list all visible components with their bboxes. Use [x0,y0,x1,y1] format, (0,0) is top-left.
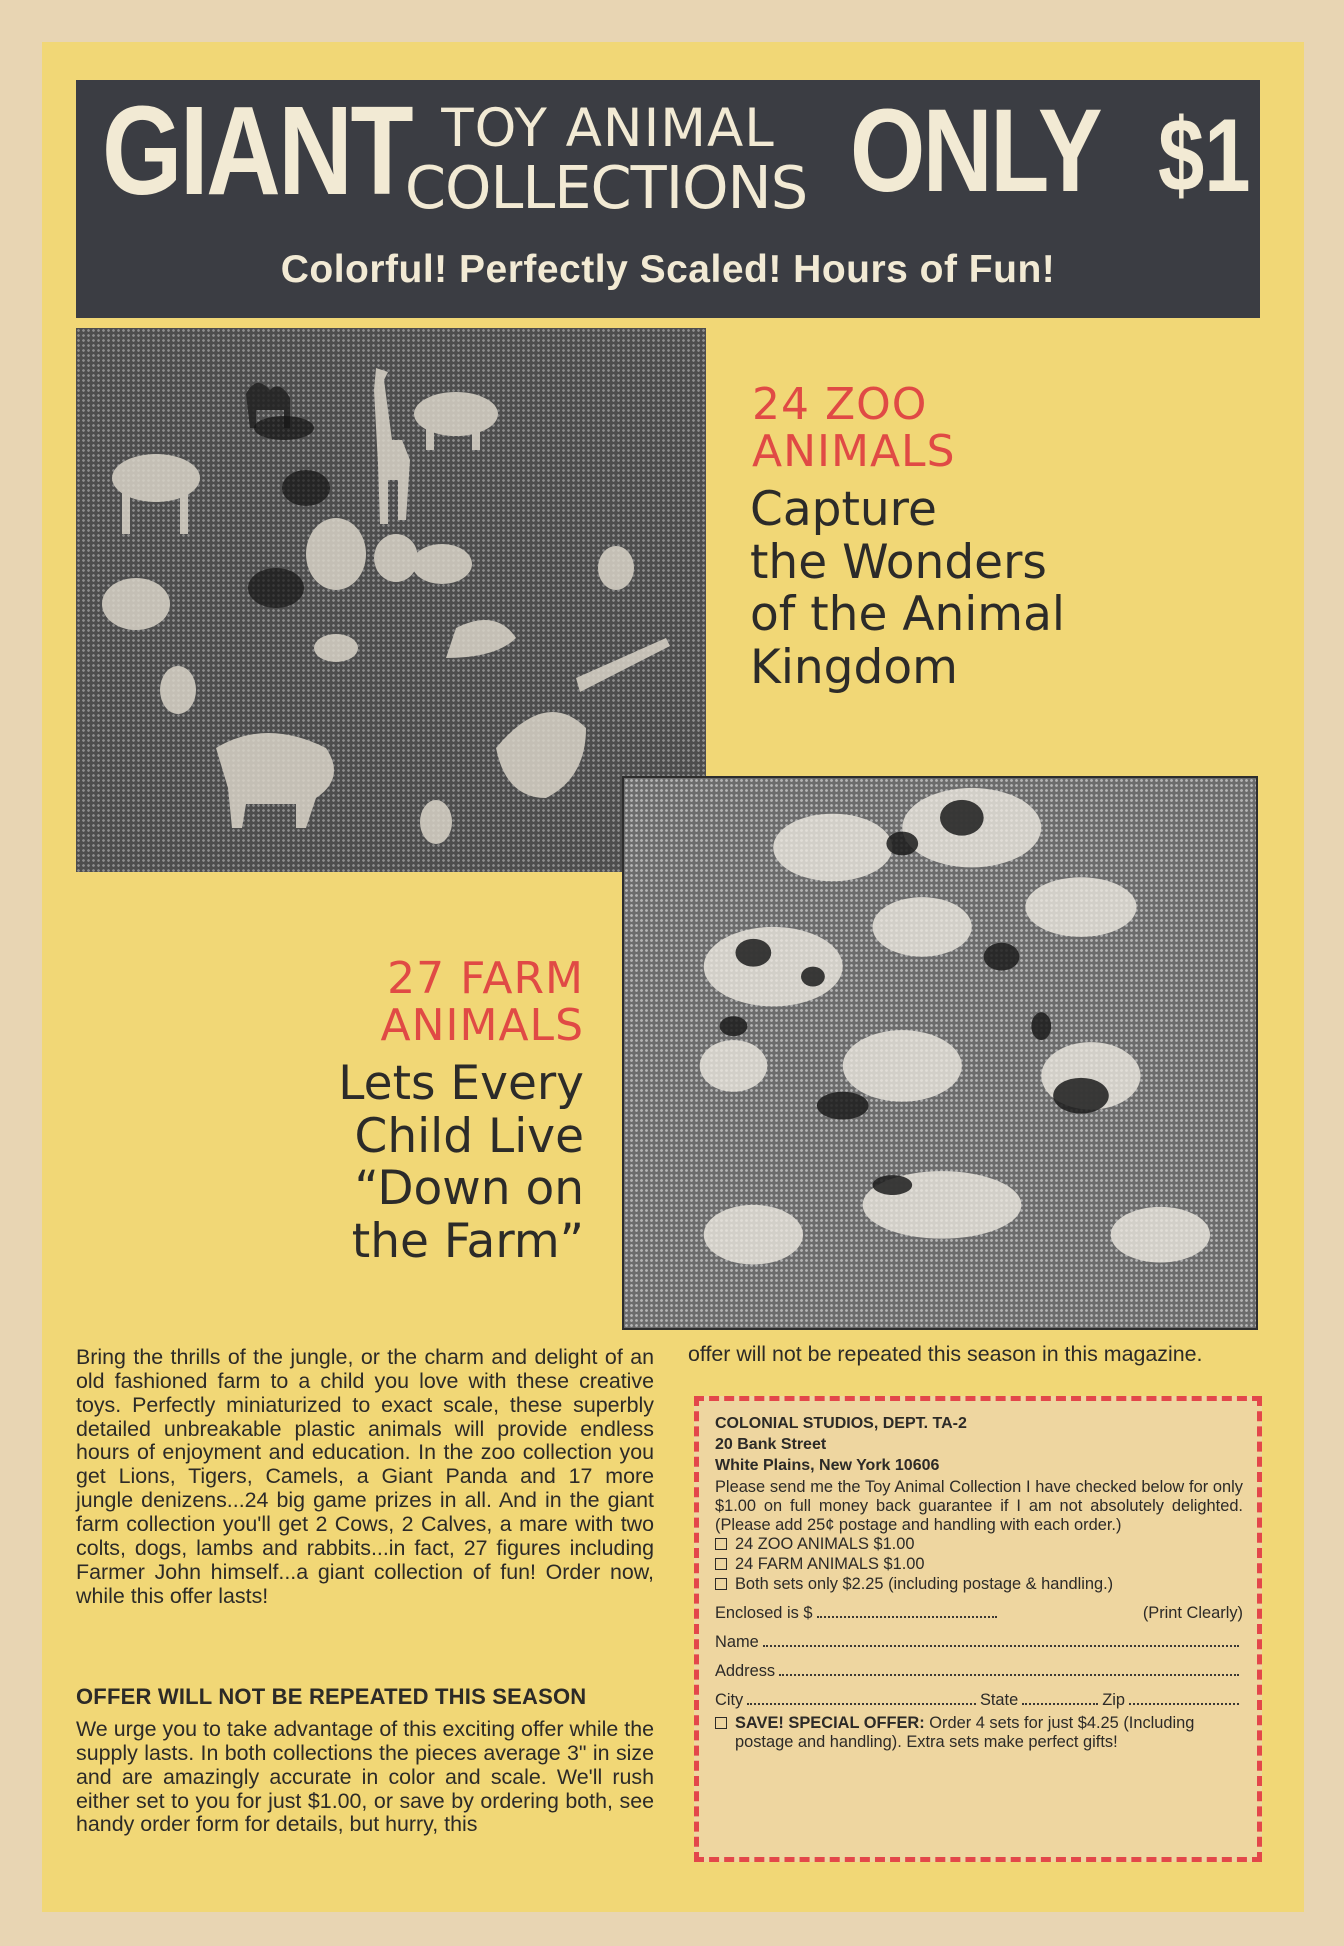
state-dots [1022,1703,1098,1705]
header-banner [76,80,1260,318]
zoo-subtitle-line4: Kingdom [750,639,958,695]
checkbox-both[interactable] [715,1578,727,1590]
print-clearly: (Print Clearly) [1142,1604,1243,1623]
zoo-subtitle-line1: Capture [750,482,937,537]
zip-label: Zip [1102,1691,1125,1710]
checkbox-zoo[interactable] [715,1538,727,1550]
option-both-label: Both sets only $2.25 (including postage & handling.) [735,1575,1114,1594]
name-dots [763,1645,1239,1647]
special-offer-label: SAVE! SPECIAL OFFER: [735,1714,925,1733]
zoo-title-line1: 24 ZOO [752,379,928,430]
city-dots [747,1703,976,1705]
farm-title-line1: 27 FARM [387,953,584,1004]
banner-tagline: Colorful! Perfectly Scaled! Hours of Fun! [280,248,1056,291]
checkbox-special[interactable] [715,1717,727,1729]
city-state-zip-field[interactable] [715,1691,1243,1710]
body-paragraph-1: Bring the thrills of the jungle, or the charm and delight of an old fashioned farm to a child you love with these creative toys. Perfectly miniaturized to exact scale, these superbly detailed unbreakable plastic animals will provide endless hours of enjoyment and education. In the zoo collection you get Lions, Tigers, Camels, a Giant Panda and 17 more jungle denizens...24 big game prizes in all. And in the giant farm collection you'll get 2 Cows, 2 Calves, a mare with two colts, dogs, lambs and rabbits...in fact, 27 figures including Farmer John himself...a giant collection of fun! Order now, while this offer lasts! [76,1345,654,1608]
farm-subtitle-line4: the Farm” [351,1213,584,1269]
checkbox-farm[interactable] [715,1558,727,1570]
zoo-animals-photo [76,328,706,872]
zip-dots [1129,1703,1239,1705]
zoo-subtitle-line2: the Wonders [750,534,1047,590]
special-offer-text [735,1714,1243,1751]
farm-title-line2: ANIMALS [380,999,584,1051]
farm-title [280,953,584,1051]
zoo-animals-illustration [76,328,706,872]
state-label: State [979,1691,1019,1710]
option-zoo-label: 24 ZOO ANIMALS $1.00 [735,1535,915,1554]
offer-heading: OFFER WILL NOT BE REPEATED THIS SEASON [76,1684,587,1709]
order-coupon [694,1396,1262,1862]
coupon-city-state: White Plains, New York 10606 [715,1457,940,1475]
option-zoo[interactable] [715,1534,1243,1554]
banner-toy-animal: TOY ANIMAL [441,98,775,159]
farm-animals-photo [622,776,1258,1330]
address-label: Address [715,1662,776,1681]
farm-subtitle-line2: Child Live [354,1108,584,1164]
banner-price: $1 [1158,98,1251,214]
body-paragraph-3: offer will not be repeated this season in this magazine. [688,1342,1203,1366]
address-dots [779,1674,1239,1676]
zoo-subtitle-line3: of the Animal [750,587,1065,643]
coupon-company: COLONIAL STUDIOS, DEPT. TA-2 [715,1415,967,1432]
banner-only: ONLY [850,85,1101,217]
farm-subtitle-line1: Lets Every [338,1056,584,1111]
banner-collections: COLLECTIONS [404,153,808,222]
farm-animals-illustration [624,778,1256,1328]
body-paragraph-2: We urge you to take advantage of this exciting offer while the supply lasts. In both collections the pieces average 3" in size and are amazingly accurate in color and scale. We'll rush either set to you for just $1.00, or save by ordering both, see handy order form for details, but hurry, this [76,1717,654,1837]
city-label: City [715,1691,744,1710]
coupon-street: 20 Bank Street [715,1436,827,1454]
enclosed-dots [817,1616,997,1618]
coupon-instructions: Please send me the Toy Animal Collection I have checked below for only $1.00 on full money back guarantee if I am not absolutely delighted. (Please add 25¢ postage and handling with each order.) [715,1478,1243,1534]
option-both[interactable] [715,1574,1243,1594]
address-field[interactable] [715,1662,1243,1681]
zoo-subtitle [750,484,1170,695]
zoo-title [752,379,956,477]
banner-giant: GIANT [102,80,412,221]
option-farm[interactable] [715,1554,1243,1574]
name-field[interactable] [715,1633,1243,1652]
farm-subtitle [250,1058,584,1269]
special-offer[interactable] [715,1714,1243,1751]
option-farm-label: 24 FARM ANIMALS $1.00 [735,1555,925,1574]
enclosed-label: Enclosed is $ [715,1604,813,1623]
name-label: Name [715,1633,759,1652]
zoo-title-line2: ANIMALS [752,425,956,477]
farm-subtitle-line3: “Down on [354,1161,584,1217]
enclosed-field[interactable] [715,1604,1243,1623]
special-offer-body: Order 4 sets for just $4.25 (Including postage and handling). Extra sets make perfect gifts! [735,1714,1195,1752]
